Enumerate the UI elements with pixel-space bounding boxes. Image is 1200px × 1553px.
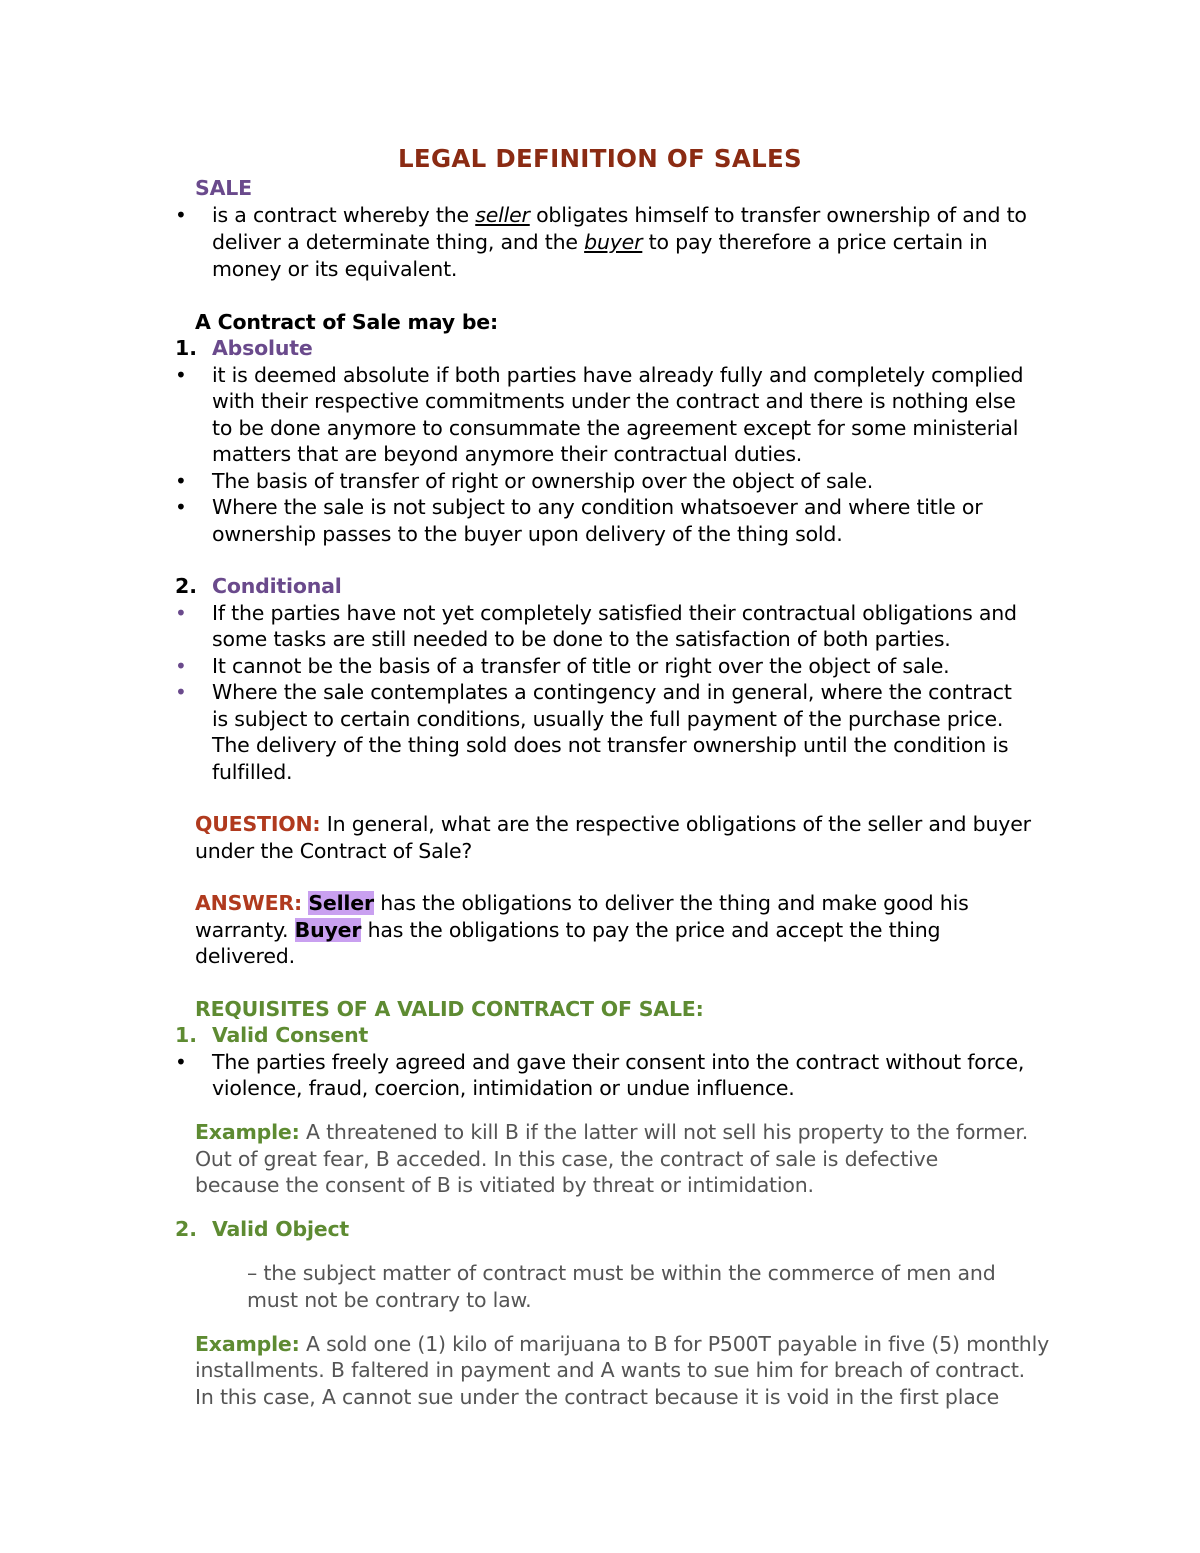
absolute-line: ownership passes to the buyer upon delivery of the thing sold. [212,522,843,546]
consent-line: The parties freely agreed and gave their consent into the contract without force, [212,1050,1025,1074]
text-segment: has the obligations to deliver the thing and make good his [373,891,969,915]
answer-line-1 [195,890,969,917]
sale-definition-line-1 [212,202,1027,229]
absolute-line: with their respective commitments under the contract and there is nothing else [212,389,1016,413]
sale-heading: SALE [195,176,252,200]
contract-types-heading: A Contract of Sale may be: [195,310,499,334]
conditional-line: The delivery of the thing sold does not transfer ownership until the condition is [212,733,1009,757]
conditional-line: It cannot be the basis of a transfer of title or right over the object of sale. [212,654,950,678]
answer-line-2 [195,917,940,944]
object-example-line-1 [195,1331,1049,1358]
text-segment: is a contract whereby the [212,203,476,227]
buyer-highlight: Buyer [294,918,362,942]
answer-line-3: delivered. [195,944,295,968]
seller-term: seller [475,203,530,227]
text-segment: to pay therefore a price certain in [642,230,988,254]
consent-example-line: because the consent of B is vitiated by threat or intimidation. [195,1173,814,1197]
conditional-line: is subject to certain conditions, usually the full payment of the purchase price. [212,707,1004,731]
object-line: – the subject matter of contract must be within the commerce of men and [247,1261,996,1285]
page-title: LEGAL DEFINITION OF SALES [398,144,802,173]
list-number: 2. [175,574,198,598]
bullet-icon: • [175,601,187,625]
text-segment: deliver a determinate thing, and the [212,230,585,254]
bullet-icon: • [175,654,187,678]
conditional-line: Where the sale contemplates a contingency and in general, where the contract [212,680,1012,704]
bullet-icon: • [175,363,187,387]
example-label: Example: [195,1120,300,1144]
list-number: 2. [175,1217,198,1241]
text-segment: has the obligations to pay the price and accept the thing [361,918,941,942]
question-line-2: under the Contract of Sale? [195,839,473,863]
text-segment: A sold one (1) kilo of marijuana to B for P500T payable in five (5) monthly [299,1332,1050,1356]
absolute-line: The basis of transfer of right or ownership over the object of sale. [212,469,874,493]
bullet-icon: • [175,469,187,493]
text-segment: warranty. [195,918,295,942]
valid-object-heading: Valid Object [212,1217,350,1241]
object-example-line: installments. B faltered in payment and A wants to sue him for breach of contract. [195,1358,1025,1382]
consent-example-line: Out of great fear, B acceded. In this case, the contract of sale is defective [195,1147,938,1171]
list-number: 1. [175,1023,198,1047]
answer-label: ANSWER: [195,891,302,915]
text-segment: In general, what are the respective obligations of the seller and buyer [320,812,1031,836]
text-segment: obligates himself to transfer ownership of and to [529,203,1027,227]
consent-line: violence, fraud, coercion, intimidation or undue influence. [212,1076,795,1100]
buyer-term: buyer [584,230,643,254]
conditional-heading: Conditional [212,574,342,598]
question-line-1 [195,811,1031,838]
bullet-icon: • [175,680,187,704]
question-label: QUESTION: [195,812,321,836]
absolute-line: Where the sale is not subject to any condition whatsoever and where title or [212,495,983,519]
valid-consent-heading: Valid Consent [212,1023,369,1047]
bullet-icon: • [175,1050,187,1074]
bullet-icon: • [175,203,187,227]
sale-definition-line-3: money or its equivalent. [212,257,458,281]
consent-example-line-1 [195,1119,1028,1146]
object-example-line: In this case, A cannot sue under the contract because it is void in the first place [195,1385,1000,1409]
absolute-line: matters that are beyond anymore their contractual duties. [212,442,803,466]
absolute-heading: Absolute [212,336,313,360]
conditional-line: some tasks are still needed to be done to the satisfaction of both parties. [212,627,951,651]
seller-highlight: Seller [308,891,374,915]
bullet-icon: • [175,495,187,519]
text-segment: A threatened to kill B if the latter will not sell his property to the former. [299,1120,1029,1144]
conditional-line: If the parties have not yet completely satisfied their contractual obligations and [212,601,1017,625]
list-number: 1. [175,336,198,360]
conditional-line: fulfilled. [212,760,293,784]
requisites-heading: REQUISITES OF A VALID CONTRACT OF SALE: [195,997,704,1021]
object-line: must not be contrary to law. [247,1288,532,1312]
absolute-line: to be done anymore to consummate the agreement except for some ministerial [212,416,1019,440]
example-label: Example: [195,1332,300,1356]
sale-definition-line-2 [212,229,987,256]
absolute-line: it is deemed absolute if both parties have already fully and completely complied [212,363,1024,387]
